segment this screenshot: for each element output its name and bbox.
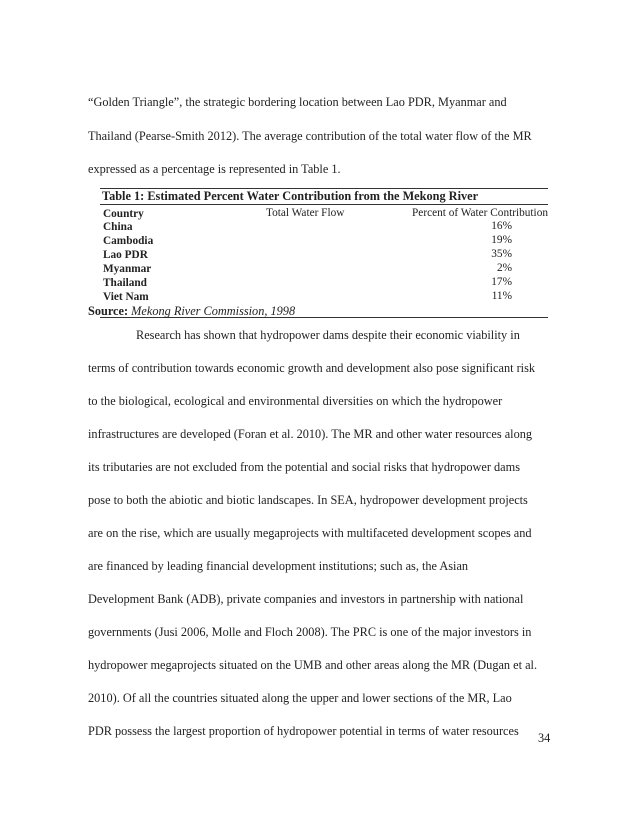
page-number: 34 bbox=[538, 731, 551, 745]
table-caption: Table 1: Estimated Percent Water Contribution from the Mekong River bbox=[100, 188, 548, 205]
row-country: Thailand bbox=[103, 277, 147, 289]
body-line-6: pose to both the abiotic and biotic landscapes. In SEA, hydropower development projects bbox=[88, 493, 528, 507]
row-percent: 16% bbox=[491, 220, 512, 232]
source-label: Source: bbox=[88, 304, 129, 318]
body-line-7: are on the rise, which are usually megaprojects with multifaceted development scopes and bbox=[88, 526, 532, 540]
body-line-8: are financed by leading financial development institutions; such as, the Asian bbox=[88, 559, 469, 573]
body-line-3: to the biological, ecological and environmental diversities on which the hydropower bbox=[88, 394, 503, 408]
body-line-12: 2010). Of all the countries situated along the upper and lower sections of the MR, Lao bbox=[88, 691, 512, 705]
intro-line-3: expressed as a percentage is represented in Table 1. bbox=[88, 162, 341, 176]
body-line-10: governments (Jusi 2006, Molle and Floch 2008). The PRC is one of the major investors in bbox=[88, 625, 532, 639]
intro-line-1: “Golden Triangle”, the strategic bordering location between Lao PDR, Myanmar and bbox=[88, 95, 507, 109]
row-percent: 11% bbox=[491, 290, 512, 302]
body-line-13: PDR possess the largest proportion of hydropower potential in terms of water resources bbox=[88, 724, 519, 738]
row-percent: 35% bbox=[491, 248, 512, 260]
row-percent: 2% bbox=[496, 262, 512, 274]
body-line-4: infrastructures are developed (Foran et al. 2010). The MR and other water resources along bbox=[88, 427, 533, 441]
header-country: Country bbox=[103, 208, 144, 220]
header-total-water-flow: Total Water Flow bbox=[266, 207, 345, 219]
table-source bbox=[88, 304, 295, 318]
body-line-9: Development Bank (ADB), private companies and investors in partnership with national bbox=[88, 592, 524, 606]
row-country: Cambodia bbox=[103, 235, 154, 247]
source-text: Mekong River Commission, 1998 bbox=[131, 304, 296, 318]
intro-line-2: Thailand (Pearse-Smith 2012). The average contribution of the total water flow of the MR bbox=[88, 129, 532, 143]
table-body bbox=[100, 205, 548, 318]
row-country: Viet Nam bbox=[103, 291, 149, 303]
row-percent: 17% bbox=[491, 276, 512, 288]
body-line-5: its tributaries are not excluded from the potential and social risks that hydropower dams bbox=[88, 460, 520, 474]
row-country: Lao PDR bbox=[103, 249, 148, 261]
row-country: China bbox=[103, 221, 133, 233]
row-percent: 19% bbox=[491, 234, 512, 246]
body-line-11: hydropower megaprojects situated on the UMB and other areas along the MR (Dugan et al. bbox=[88, 658, 538, 672]
body-line-2: terms of contribution towards economic growth and development also pose significant risk bbox=[88, 361, 536, 375]
row-country: Myanmar bbox=[103, 263, 152, 275]
header-percent-contribution: Percent of Water Contribution bbox=[412, 207, 548, 219]
body-line-1: Research has shown that hydropower dams despite their economic viability in bbox=[136, 328, 520, 342]
